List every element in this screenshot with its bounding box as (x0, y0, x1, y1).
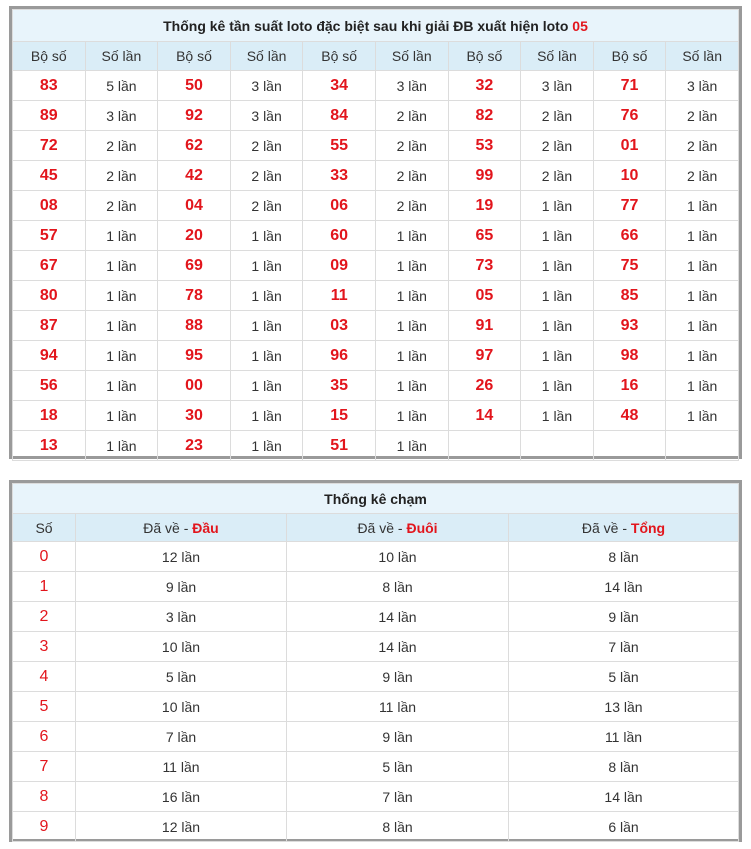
touch-tail-count: 14 lần (287, 632, 509, 662)
touch-tail-count: 9 lần (287, 722, 509, 752)
touch-digit: 3 (13, 632, 76, 662)
touch-col-tail (287, 514, 509, 542)
touch-digit: 7 (13, 752, 76, 782)
pair-count: 1 lần (85, 221, 158, 251)
pair-count: 1 lần (666, 401, 739, 431)
touch-table (12, 483, 739, 842)
pair-number: 83 (13, 71, 86, 101)
touch-head-count: 3 lần (76, 602, 287, 632)
touch-sum-count: 14 lần (509, 572, 739, 602)
touch-digit: 6 (13, 722, 76, 752)
pair-number: 55 (303, 131, 376, 161)
pair-count: 1 lần (666, 371, 739, 401)
pair-number: 18 (13, 401, 86, 431)
touch-tail-count: 11 lần (287, 692, 509, 722)
touch-sum-count: 6 lần (509, 812, 739, 842)
touch-head-count: 9 lần (76, 572, 287, 602)
frequency-title (13, 10, 739, 42)
pair-number: 75 (593, 251, 666, 281)
touch-row (13, 662, 739, 692)
pair-number: 35 (303, 371, 376, 401)
pair-count: 1 lần (230, 431, 303, 461)
pair-number: 56 (13, 371, 86, 401)
col-header-pair: Bộ số (13, 42, 86, 71)
col-header-count: Số lần (521, 42, 594, 71)
touch-row (13, 782, 739, 812)
pair-number: 66 (593, 221, 666, 251)
pair-count: 1 lần (521, 311, 594, 341)
pair-number: 88 (158, 311, 231, 341)
frequency-row (13, 341, 739, 371)
pair-count: 1 lần (666, 221, 739, 251)
pair-count: 2 lần (230, 161, 303, 191)
pair-number: 05 (448, 281, 521, 311)
pair-number: 60 (303, 221, 376, 251)
col-header-pair: Bộ số (593, 42, 666, 71)
pair-number: 73 (448, 251, 521, 281)
pair-count: 2 lần (375, 161, 448, 191)
frequency-row (13, 191, 739, 221)
touch-sum-count: 9 lần (509, 602, 739, 632)
pair-number: 48 (593, 401, 666, 431)
col-header-pair: Bộ số (448, 42, 521, 71)
pair-number: 32 (448, 71, 521, 101)
touch-col-tail-label: Đuôi (406, 519, 438, 536)
pair-count: 2 lần (521, 101, 594, 131)
touch-row (13, 632, 739, 662)
touch-sum-count: 11 lần (509, 722, 739, 752)
pair-count: 1 lần (375, 251, 448, 281)
pair-number: 95 (158, 341, 231, 371)
pair-number: 57 (13, 221, 86, 251)
pair-number: 14 (448, 401, 521, 431)
pair-number: 10 (593, 161, 666, 191)
pair-count: 1 lần (666, 281, 739, 311)
pair-number: 77 (593, 191, 666, 221)
pair-count: 5 lần (85, 71, 158, 101)
touch-col-sum (509, 514, 739, 542)
frequency-row (13, 161, 739, 191)
pair-count: 1 lần (521, 221, 594, 251)
touch-tail-count: 8 lần (287, 812, 509, 842)
frequency-row (13, 221, 739, 251)
pair-number: 23 (158, 431, 231, 461)
pair-count: 1 lần (521, 191, 594, 221)
pair-count: 2 lần (375, 131, 448, 161)
pair-count: 1 lần (666, 341, 739, 371)
pair-number: 04 (158, 191, 231, 221)
pair-number: 87 (13, 311, 86, 341)
pair-number: 78 (158, 281, 231, 311)
pair-number: 26 (448, 371, 521, 401)
pair-count: 1 lần (375, 221, 448, 251)
pair-number: 91 (448, 311, 521, 341)
pair-count: 1 lần (521, 401, 594, 431)
pair-count: 1 lần (521, 341, 594, 371)
touch-head-count: 10 lần (76, 632, 287, 662)
pair-count: 1 lần (666, 191, 739, 221)
frequency-row (13, 281, 739, 311)
touch-digit: 5 (13, 692, 76, 722)
pair-count: 1 lần (375, 341, 448, 371)
touch-head-count: 5 lần (76, 662, 287, 692)
pair-count: 1 lần (85, 401, 158, 431)
pair-count: 2 lần (375, 101, 448, 131)
touch-digit: 4 (13, 662, 76, 692)
pair-number: 65 (448, 221, 521, 251)
pair-number: 97 (448, 341, 521, 371)
pair-count: 1 lần (230, 371, 303, 401)
pair-number: 71 (593, 71, 666, 101)
frequency-row (13, 431, 739, 461)
pair-number: 89 (13, 101, 86, 131)
pair-number: 06 (303, 191, 376, 221)
pair-number: 08 (13, 191, 86, 221)
touch-sum-count: 14 lần (509, 782, 739, 812)
pair-count: 2 lần (521, 161, 594, 191)
pair-count: 1 lần (375, 431, 448, 461)
pair-number: 30 (158, 401, 231, 431)
col-header-count: Số lần (375, 42, 448, 71)
pair-count: 2 lần (230, 191, 303, 221)
touch-sum-count: 7 lần (509, 632, 739, 662)
touch-tail-count: 8 lần (287, 572, 509, 602)
touch-head-count: 12 lần (76, 812, 287, 842)
pair-number: 98 (593, 341, 666, 371)
pair-number: 80 (13, 281, 86, 311)
pair-count: 1 lần (521, 371, 594, 401)
pair-number: 34 (303, 71, 376, 101)
pair-number (448, 431, 521, 461)
pair-number: 62 (158, 131, 231, 161)
pair-count: 1 lần (521, 251, 594, 281)
pair-count: 2 lần (521, 131, 594, 161)
touch-head-count: 12 lần (76, 542, 287, 572)
touch-row (13, 812, 739, 842)
pair-count: 2 lần (85, 191, 158, 221)
touch-digit: 8 (13, 782, 76, 812)
pair-count (521, 431, 594, 461)
touch-head-count: 16 lần (76, 782, 287, 812)
pair-number: 13 (13, 431, 86, 461)
pair-number: 69 (158, 251, 231, 281)
touch-row (13, 542, 739, 572)
pair-count: 1 lần (666, 251, 739, 281)
pair-number: 94 (13, 341, 86, 371)
col-header-count: Số lần (230, 42, 303, 71)
pair-count: 1 lần (230, 281, 303, 311)
touch-col-prefix: Đã về - (143, 519, 193, 536)
col-header-count: Số lần (666, 42, 739, 71)
pair-count: 1 lần (230, 341, 303, 371)
frequency-row (13, 371, 739, 401)
pair-count: 1 lần (230, 311, 303, 341)
touch-head-count: 11 lần (76, 752, 287, 782)
pair-number: 11 (303, 281, 376, 311)
pair-number: 19 (448, 191, 521, 221)
pair-number: 76 (593, 101, 666, 131)
pair-number: 33 (303, 161, 376, 191)
touch-col-prefix: Đã về - (581, 519, 631, 536)
touch-row (13, 752, 739, 782)
pair-count: 1 lần (521, 281, 594, 311)
frequency-table (12, 9, 739, 461)
pair-count: 1 lần (375, 281, 448, 311)
pair-count: 2 lần (85, 161, 158, 191)
frequency-row (13, 251, 739, 281)
pair-count: 3 lần (230, 101, 303, 131)
touch-digit: 9 (13, 812, 76, 842)
frequency-row (13, 131, 739, 161)
pair-count: 3 lần (666, 71, 739, 101)
pair-number: 16 (593, 371, 666, 401)
pair-count: 1 lần (85, 311, 158, 341)
touch-col-head-label: Đầu (192, 519, 219, 536)
touch-digit: 1 (13, 572, 76, 602)
col-header-pair: Bộ số (158, 42, 231, 71)
pair-number: 03 (303, 311, 376, 341)
pair-count: 1 lần (375, 371, 448, 401)
pair-number: 01 (593, 131, 666, 161)
touch-digit: 0 (13, 542, 76, 572)
touch-sum-count: 8 lần (509, 542, 739, 572)
frequency-title-text: Thống kê tần suất loto đặc biệt sau khi giải ĐB xuất hiện loto (163, 17, 569, 34)
touch-tail-count: 10 lần (287, 542, 509, 572)
pair-number: 99 (448, 161, 521, 191)
touch-head-count: 10 lần (76, 692, 287, 722)
col-header-pair: Bộ số (303, 42, 376, 71)
touch-col-prefix: Đã về - (357, 519, 407, 536)
touch-panel (9, 480, 742, 842)
touch-tail-count: 9 lần (287, 662, 509, 692)
pair-number (593, 431, 666, 461)
touch-tail-count: 7 lần (287, 782, 509, 812)
pair-count: 1 lần (85, 341, 158, 371)
pair-count: 1 lần (85, 431, 158, 461)
touch-col-digit: Số (13, 514, 76, 542)
pair-count: 3 lần (375, 71, 448, 101)
pair-count: 1 lần (85, 371, 158, 401)
frequency-row (13, 311, 739, 341)
pair-number: 93 (593, 311, 666, 341)
pair-number: 85 (593, 281, 666, 311)
pair-number: 45 (13, 161, 86, 191)
touch-row (13, 722, 739, 752)
pair-number: 84 (303, 101, 376, 131)
pair-number: 82 (448, 101, 521, 131)
touch-title: Thống kê chạm (13, 484, 739, 514)
pair-number: 50 (158, 71, 231, 101)
touch-sum-count: 5 lần (509, 662, 739, 692)
touch-tail-count: 5 lần (287, 752, 509, 782)
touch-tail-count: 14 lần (287, 602, 509, 632)
frequency-panel (9, 6, 742, 459)
pair-count: 1 lần (230, 401, 303, 431)
pair-number: 51 (303, 431, 376, 461)
pair-count: 2 lần (375, 191, 448, 221)
pair-count: 2 lần (666, 161, 739, 191)
touch-row (13, 572, 739, 602)
touch-col-head (76, 514, 287, 542)
touch-row (13, 602, 739, 632)
touch-row (13, 692, 739, 722)
pair-number: 20 (158, 221, 231, 251)
pair-count: 2 lần (666, 101, 739, 131)
pair-count: 3 lần (521, 71, 594, 101)
pair-count: 1 lần (85, 251, 158, 281)
pair-count: 1 lần (85, 281, 158, 311)
touch-sum-count: 8 lần (509, 752, 739, 782)
pair-count (666, 431, 739, 461)
touch-col-sum-label: Tổng (630, 519, 666, 536)
pair-number: 00 (158, 371, 231, 401)
pair-number: 96 (303, 341, 376, 371)
touch-digit: 2 (13, 602, 76, 632)
pair-number: 09 (303, 251, 376, 281)
pair-count: 1 lần (230, 221, 303, 251)
touch-head-count: 7 lần (76, 722, 287, 752)
frequency-title-highlight: 05 (572, 17, 588, 34)
pair-number: 15 (303, 401, 376, 431)
frequency-row (13, 101, 739, 131)
pair-count: 2 lần (666, 131, 739, 161)
pair-count: 1 lần (666, 311, 739, 341)
pair-number: 67 (13, 251, 86, 281)
pair-count: 2 lần (230, 131, 303, 161)
pair-number: 42 (158, 161, 231, 191)
pair-number: 72 (13, 131, 86, 161)
pair-count: 2 lần (85, 131, 158, 161)
col-header-count: Số lần (85, 42, 158, 71)
pair-count: 3 lần (85, 101, 158, 131)
pair-count: 3 lần (230, 71, 303, 101)
pair-number: 92 (158, 101, 231, 131)
pair-count: 1 lần (375, 401, 448, 431)
frequency-row (13, 71, 739, 101)
frequency-row (13, 401, 739, 431)
pair-count: 1 lần (375, 311, 448, 341)
pair-count: 1 lần (230, 251, 303, 281)
pair-number: 53 (448, 131, 521, 161)
touch-sum-count: 13 lần (509, 692, 739, 722)
